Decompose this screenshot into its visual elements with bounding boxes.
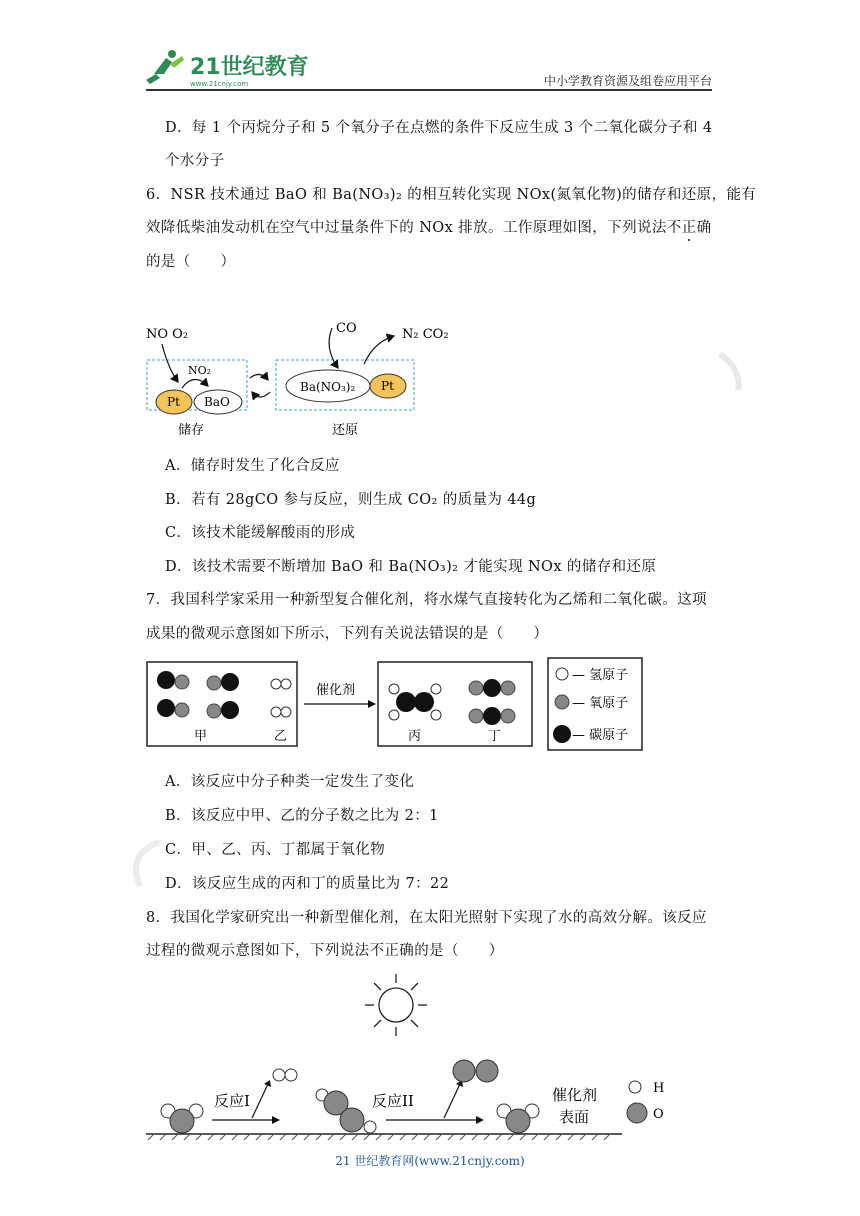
ding-label: 丁: [488, 729, 502, 744]
surface-hatching: [148, 1134, 610, 1140]
q6-stem-line3: 的是（ ）: [146, 254, 236, 270]
q6-option-b: B．若有 28gCO 参与反应，则生成 CO₂ 的质量为 44g: [165, 492, 537, 508]
q7-reaction-diagram: [146, 656, 646, 754]
page-footer: 21 世纪教育网(www.21cnjy.com): [335, 1154, 525, 1168]
h2-molecule-atom: [271, 707, 281, 717]
h2-release-arrow: [252, 1084, 268, 1118]
convert-arrow-left: [252, 392, 270, 397]
legend-o-label: O: [653, 1107, 664, 1122]
platform-label: 中小学教育资源及组卷应用平台: [543, 74, 712, 88]
o2-release-arrow: [444, 1084, 460, 1118]
bao-label: BaO: [204, 395, 230, 409]
h2-released-atom: [273, 1069, 285, 1081]
logo-text: 21世纪教育: [190, 55, 309, 80]
co2-o: [501, 681, 515, 695]
jia-label: 甲: [194, 729, 208, 744]
catalyst-label: 催化剂: [316, 683, 356, 698]
legend-h-swatch: [629, 1081, 641, 1093]
reaction1-label: 反应I: [214, 1092, 250, 1110]
ethylene-h: [431, 710, 441, 720]
co-molecule-o: [175, 675, 189, 689]
ethylene-h: [389, 710, 399, 720]
co-molecule-o: [207, 676, 221, 690]
co2-o: [469, 709, 483, 723]
o2-released-atom: [476, 1060, 498, 1082]
sun-icon: [365, 974, 427, 1036]
legend-c-label: — 碳原子: [572, 728, 629, 743]
h2-released-atom: [285, 1069, 297, 1081]
legend-o-swatch: [555, 695, 569, 709]
reaction2-label: 反应II: [372, 1092, 414, 1110]
reaction2-arrow-head: [476, 1116, 484, 1124]
q7-option-b: B．该反应中甲、乙的分子数之比为 2：1: [165, 808, 439, 824]
co-label: CO: [336, 321, 357, 336]
no2-arrow: [182, 379, 208, 388]
output-gases-label: N₂ CO₂: [402, 327, 449, 342]
q6-option-a: A．储存时发生了化合反应: [165, 458, 340, 474]
reduction-label: 还原: [332, 423, 359, 438]
yi-label: 乙: [274, 729, 288, 744]
h2-molecule-atom: [281, 707, 291, 717]
legend-h-swatch: [556, 668, 568, 680]
q8-water-splitting-diagram: [140, 972, 680, 1144]
water-molecule-end: [497, 1104, 539, 1133]
catalyst-label-line2: 表面: [559, 1108, 590, 1126]
q6-option-d: D．该技术需要不断增加 BaO 和 Ba(NO₃)₂ 才能实现 NOx 的储存和还原: [165, 559, 657, 575]
no2-label: NO₂: [188, 364, 212, 377]
legend-h-label: H: [653, 1081, 665, 1096]
h2-molecule-atom: [271, 679, 281, 689]
ba-nitrate-label: Ba(NO₃)₂: [300, 380, 356, 394]
q6-stem-line1: 6．NSR 技术通过 BaO 和 Ba(NO₃)₂ 的相互转化实现 NOx(氮氧化物)的储存和还原，能有: [146, 187, 757, 203]
storage-label: 储存: [178, 423, 205, 438]
co-molecule-c: [221, 673, 239, 691]
q5-option-d-line2: 个水分子: [165, 153, 225, 169]
co2-c: [483, 679, 501, 697]
legend-h-label: — 氢原子: [572, 668, 629, 683]
watermark-mark: [120, 834, 170, 894]
q5-option-d-line1: D．每 1 个丙烷分子和 5 个氧分子在点燃的条件下反应生成 3 个二氧化碳分子和 4: [165, 120, 713, 136]
co-molecule-c: [157, 671, 175, 689]
q7-stem-line2: 成果的微观示意图如下所示，下列有关说法错误的是（ ）: [146, 626, 549, 642]
q7-stem-line1: 7．我国科学家采用一种新型复合催化剂，将水煤气直接转化为乙烯和二氧化碳。这项: [146, 592, 707, 608]
ethylene-h: [431, 684, 441, 694]
input-gases-label: NO O₂: [146, 327, 189, 342]
q6-option-c: C．该技术能缓解酸雨的形成: [165, 525, 356, 541]
reaction-arrow-head: [368, 700, 376, 708]
legend-c-swatch: [553, 725, 571, 743]
co2-o: [501, 709, 515, 723]
h2o2-intermediate: [316, 1089, 376, 1133]
pt-left-label: Pt: [167, 395, 180, 409]
h2-molecule-atom: [281, 679, 291, 689]
q8-stem-line2: 过程的微观示意图如下，下列说法不正确的是（ ）: [146, 943, 504, 959]
input-arrow: [162, 344, 178, 382]
pt-right-label: Pt: [381, 379, 394, 393]
legend-o-label: — 氧原子: [572, 696, 629, 711]
q6-stem-line2: [146, 218, 711, 238]
logo-url: www.21cnjy.com: [190, 80, 249, 88]
water-molecule-start: [161, 1104, 203, 1133]
bing-label: 丙: [408, 729, 422, 744]
co-molecule-o: [207, 704, 221, 718]
ethylene-h: [389, 684, 399, 694]
watermark-mark: [712, 350, 752, 396]
co-molecule-c: [157, 699, 175, 717]
q6-stem-line2-text: 效降低柴油发动机在空气中过量条件下的 NOx 排放。工作原理如图，下列说法: [146, 220, 667, 236]
brand-logo: [146, 44, 316, 90]
q7-option-c: C．甲、乙、丙、丁都属于氧化物: [165, 842, 386, 858]
q8-stem-line1: 8．我国化学家研究出一种新型催化剂，在太阳光照射下实现了水的高效分解。该反应: [146, 910, 707, 926]
co-molecule-o: [175, 703, 189, 717]
header-rule: [146, 89, 712, 91]
co2-c: [483, 707, 501, 725]
ethylene-c: [414, 692, 434, 712]
catalyst-label-line1: 催化剂: [552, 1086, 598, 1104]
reaction1-arrow-head: [272, 1116, 280, 1124]
o2-released-atom: [453, 1060, 475, 1082]
convert-arrow-right: [250, 374, 268, 380]
page-header: [146, 44, 712, 90]
co2-o: [469, 681, 483, 695]
legend-o-swatch: [627, 1103, 647, 1123]
q7-option-d: D．该反应生成的丙和丁的质量比为 7：22: [165, 876, 450, 892]
q7-option-a: A．该反应中分子种类一定发生了变化: [165, 774, 415, 790]
co-molecule-c: [221, 701, 239, 719]
q6-nsr-diagram: [140, 316, 449, 444]
ethylene-c: [396, 692, 416, 712]
q6-emphasis-text: 不正确: [666, 220, 712, 236]
